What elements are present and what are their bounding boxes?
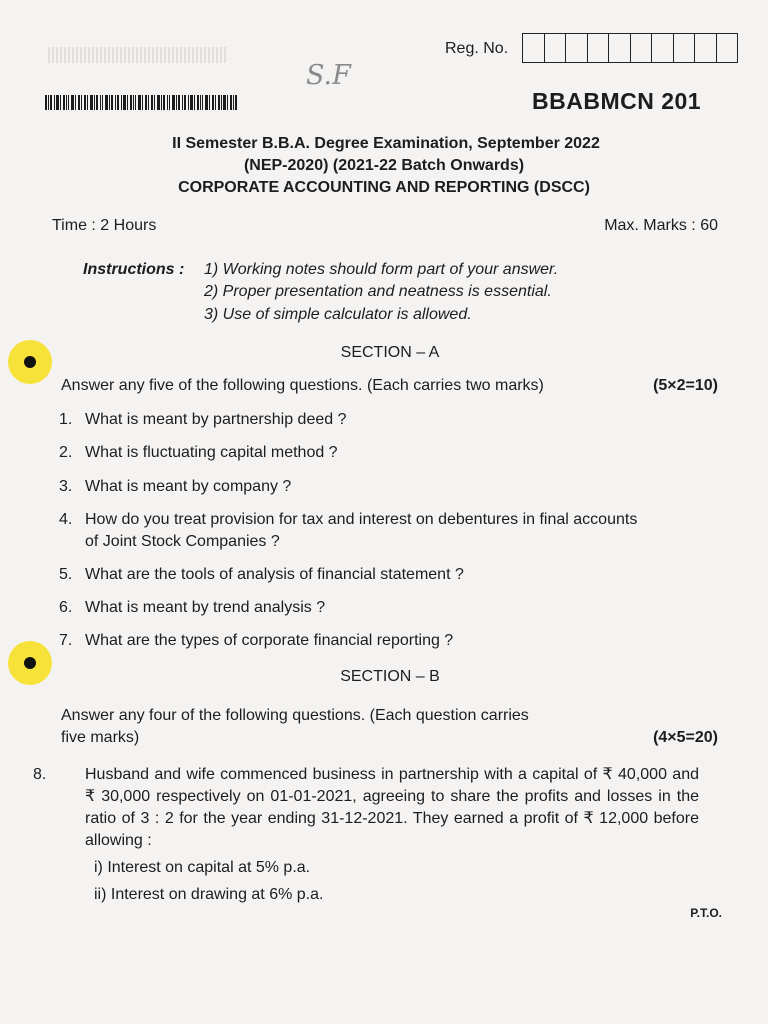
question-text: What is meant by trend analysis ? (85, 599, 326, 616)
question-2 (59, 442, 338, 464)
question-text: What is meant by company ? (85, 478, 292, 495)
reg-box (588, 34, 610, 62)
section-b-instruction: Answer any four of the following questions. (Each question carries (61, 707, 529, 724)
instruction-item: 1) Working notes should form part of your answer. (204, 261, 559, 278)
question-number: 6. (59, 599, 73, 616)
handwritten-note: S.F (306, 60, 351, 91)
reg-box (631, 34, 653, 62)
reg-box (523, 34, 545, 62)
question-number: 4. (59, 511, 73, 528)
time-allowed: Time : 2 Hours (52, 217, 157, 234)
reg-box (695, 34, 717, 62)
section-a-heading: SECTION – A (340, 344, 440, 361)
question-number: 7. (59, 632, 73, 649)
reg-box (674, 34, 696, 62)
section-b-marks: (4×5=20) (653, 729, 718, 746)
question-text: How do you treat provision for tax and interest on debentures in final accounts (85, 511, 638, 528)
question-5 (59, 564, 464, 586)
question-number: 3. (59, 478, 73, 495)
question-text: What is meant by partnership deed ? (85, 411, 347, 428)
max-marks: Max. Marks : 60 (604, 217, 718, 234)
course-title: CORPORATE ACCOUNTING AND REPORTING (DSCC) (178, 179, 590, 196)
question-7 (59, 630, 453, 652)
paper-code: BBABMCN 201 (532, 88, 702, 114)
question-1 (59, 409, 346, 431)
instructions-label: Instructions : (83, 261, 185, 278)
section-a-instruction: Answer any five of the following questions. (Each carries two marks) (61, 377, 544, 394)
barcode-icon (45, 95, 237, 110)
sub-item: ii) Interest on drawing at 6% p.a. (94, 886, 324, 903)
question-number: 1. (59, 411, 73, 428)
faded-bleedthrough (48, 47, 228, 63)
reg-box (545, 34, 567, 62)
reg-box (609, 34, 631, 62)
question-number: 2. (59, 444, 73, 461)
question-8 (33, 764, 699, 852)
section-b-instruction-cont: five marks) (61, 729, 140, 746)
question-text: What is fluctuating capital method ? (85, 444, 338, 461)
reg-box (717, 34, 738, 62)
instruction-item: 2) Proper presentation and neatness is essential. (204, 283, 552, 300)
reg-no-label: Reg. No. (445, 40, 509, 57)
question-number: 5. (59, 566, 73, 583)
question-4 (59, 509, 637, 553)
instruction-item: 3) Use of simple calculator is allowed. (204, 306, 472, 323)
question-text: What are the tools of analysis of financial statement ? (85, 566, 464, 583)
reg-box (566, 34, 588, 62)
question-number: 8. (33, 766, 47, 783)
question-text-continued: of Joint Stock Companies ? (85, 533, 280, 550)
section-b-heading: SECTION – B (340, 668, 440, 685)
page-turn-over: P.T.O. (690, 906, 722, 920)
question-3 (59, 476, 291, 498)
reg-box (652, 34, 674, 62)
sub-item: i) Interest on capital at 5% p.a. (94, 859, 311, 876)
question-text: Husband and wife commenced business in partnership with a capital of ₹ 40,000 and ₹ 30,000 respectively on 01-01-2021, agreeing to share the profits and losses in the ratio of 3 : 2 for the year ending 31-12-2021. They earned a profit of ₹ 12,000 before allowing : (85, 766, 699, 849)
exam-title: II Semester B.B.A. Degree Examination, September 2022 (172, 135, 600, 152)
exam-batch: (NEP-2020) (2021-22 Batch Onwards) (243, 157, 525, 174)
section-a-marks: (5×2=10) (653, 377, 718, 394)
reg-no-boxes (522, 33, 738, 63)
question-6 (59, 597, 325, 619)
question-text: What are the types of corporate financial reporting ? (85, 632, 454, 649)
